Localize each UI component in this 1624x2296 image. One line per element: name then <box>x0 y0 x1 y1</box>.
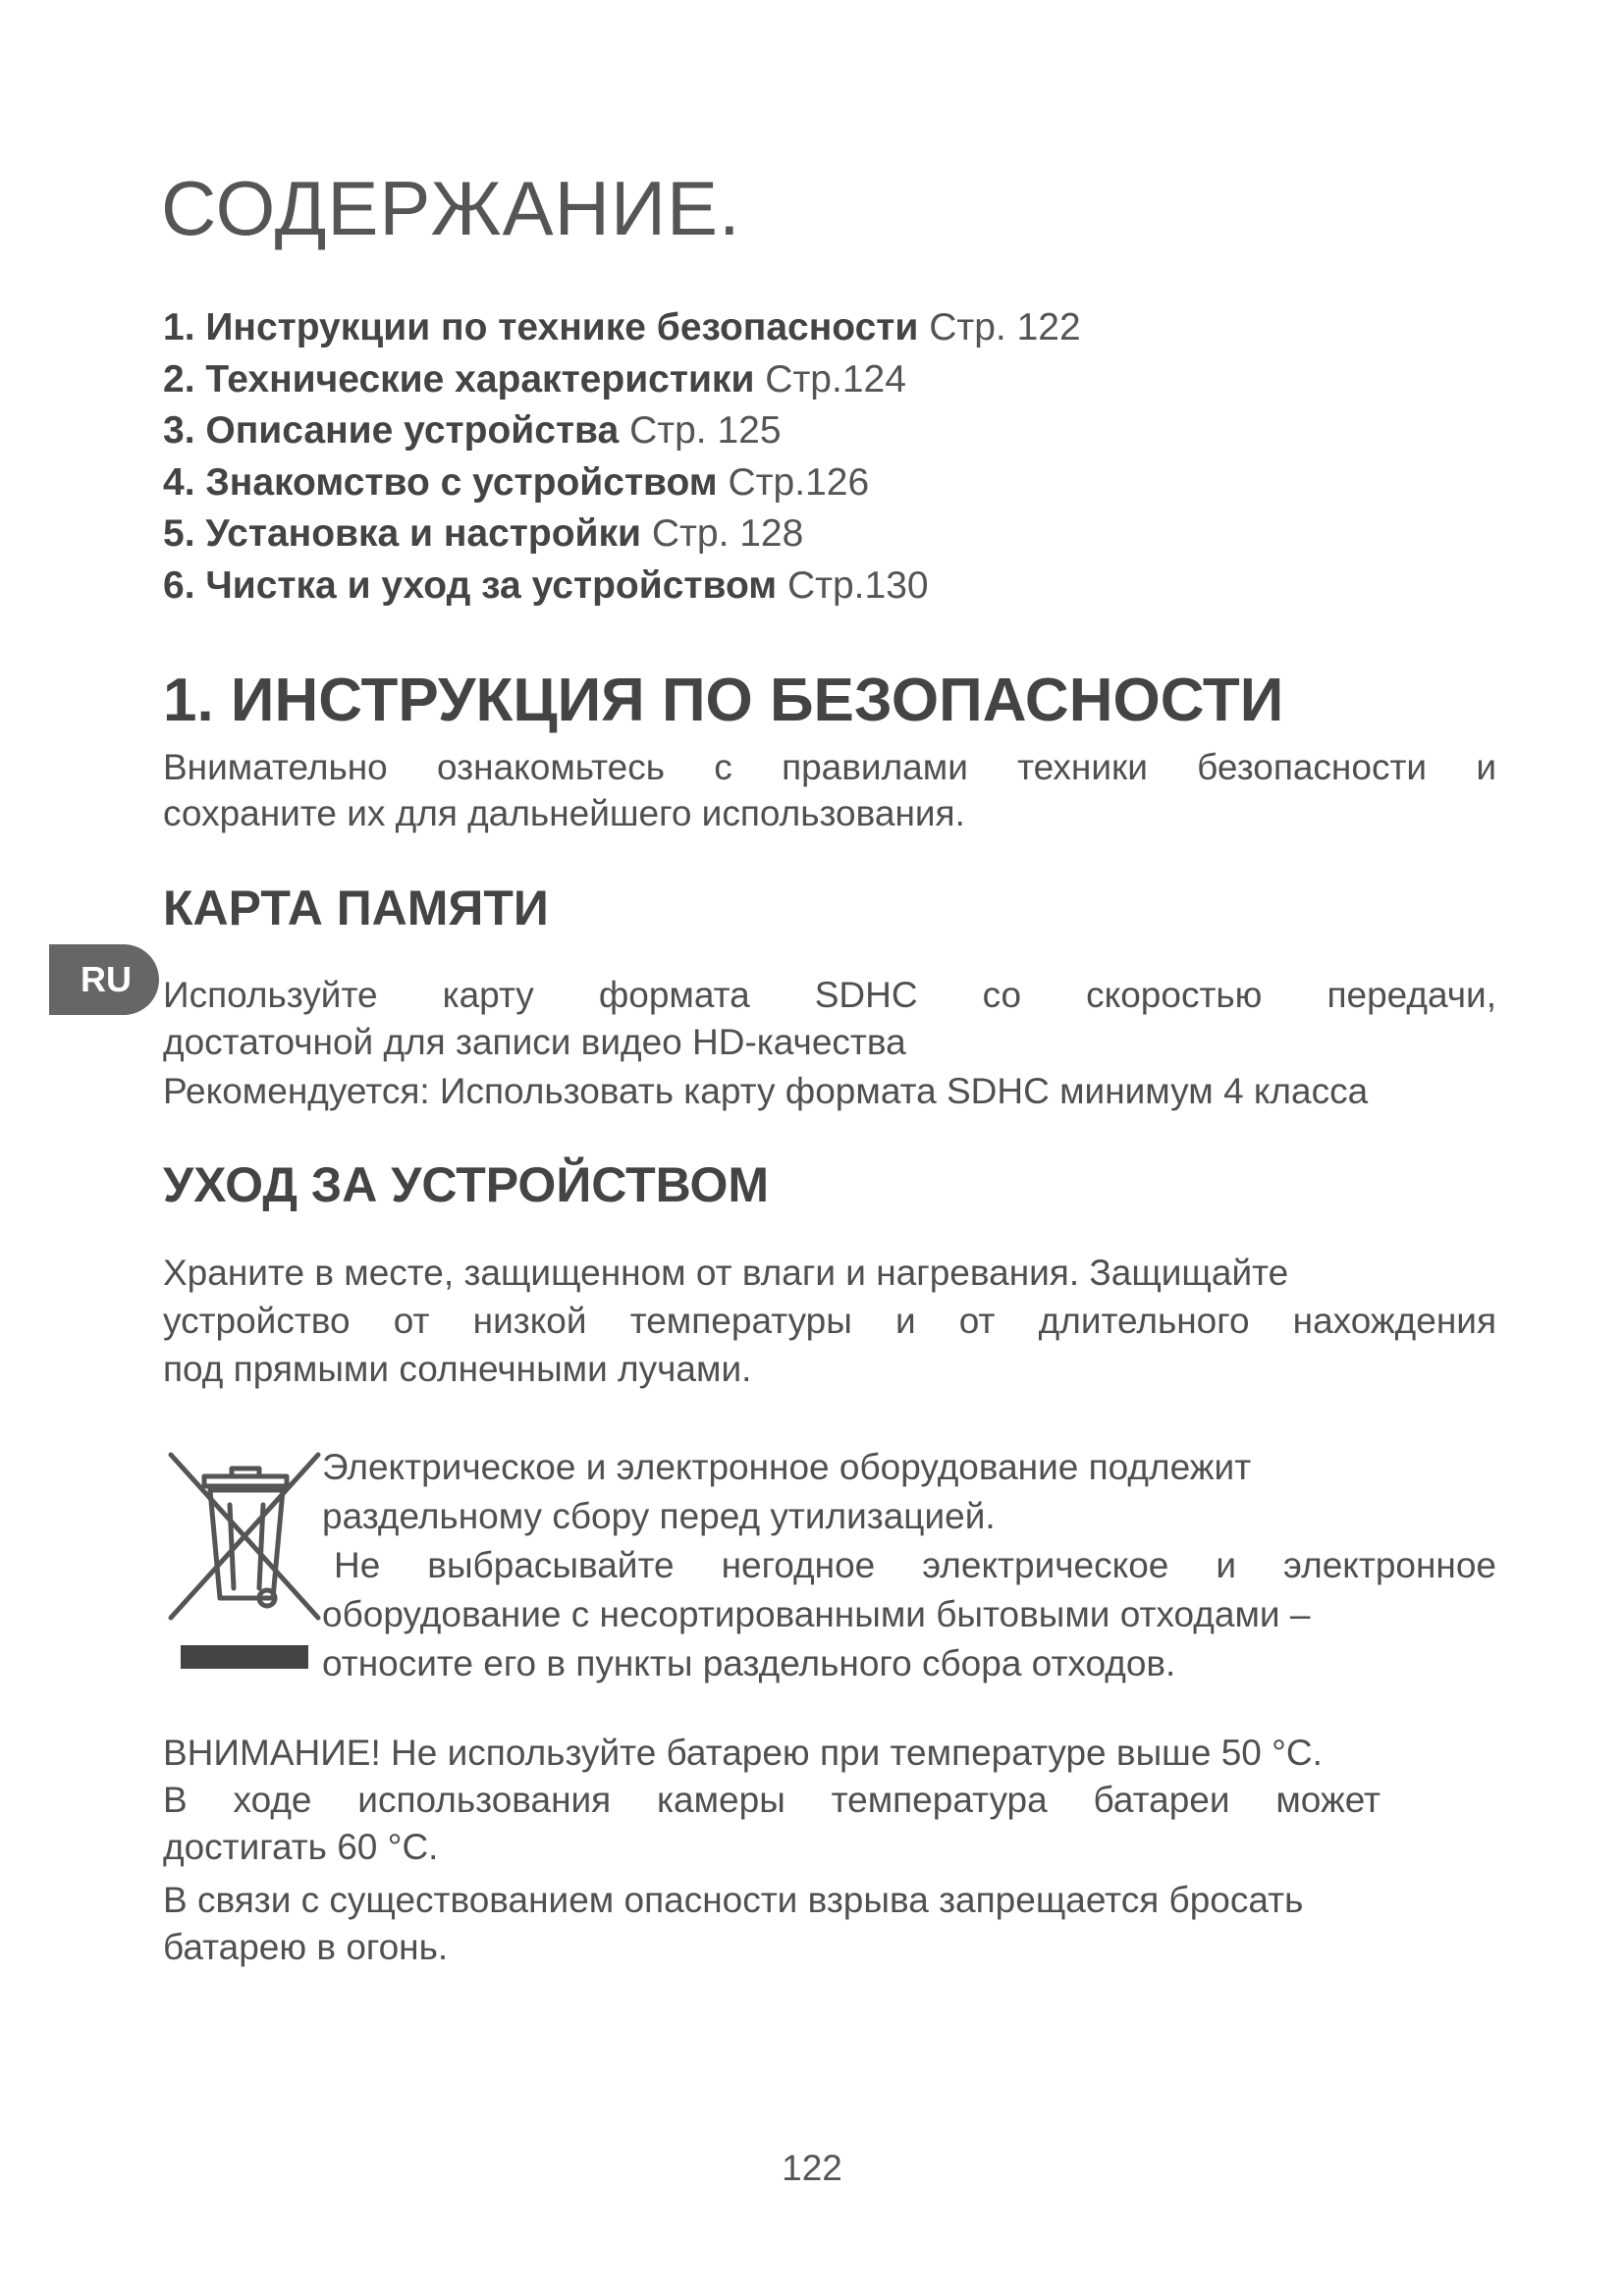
toc-item-label: 4. Знакомство с устройством <box>163 460 718 504</box>
disposal-line: Электрическое и электронное оборудование подлежит <box>322 1447 1252 1487</box>
care-line: устройство от низкой температуры и от длительного нахождения <box>163 1301 1496 1341</box>
memory-card-heading: КАРТА ПАМЯТИ <box>163 881 549 935</box>
safety-intro <box>163 744 1496 836</box>
weee-crossed-bin-icon <box>161 1451 328 1677</box>
toc-list <box>163 302 1081 612</box>
warning-line: В ходе использования камеры температура батареи может <box>163 1780 1380 1820</box>
toc-item <box>163 508 1081 561</box>
care-text <box>163 1249 1496 1393</box>
disposal-text <box>322 1443 1496 1688</box>
toc-item <box>163 354 1081 406</box>
toc-item-label: 3. Описание устройства <box>163 409 620 452</box>
disposal-line: оборудование с несортированными бытовыми отходами – <box>322 1594 1311 1634</box>
toc-item-label: 1. Инструкции по технике безопасности <box>163 306 919 348</box>
disposal-line: относите его в пункты раздельного сбора отходов. <box>322 1643 1176 1683</box>
toc-item-page: Стр. 128 <box>651 512 804 555</box>
toc-item <box>163 561 1081 613</box>
memory-card-line: Используйте карту формата SDHC со скоростью передачи, <box>163 975 1496 1015</box>
care-line: под прямыми солнечными лучами. <box>163 1349 752 1389</box>
toc-item <box>163 405 1081 457</box>
toc-item-page: Стр. 125 <box>629 409 782 452</box>
toc-item <box>163 302 1081 354</box>
memory-card-text <box>163 972 1496 1115</box>
toc-item-page: Стр.124 <box>765 357 906 400</box>
toc-item-label: 6. Чистка и уход за устройством <box>163 563 778 607</box>
disposal-line: Не выбрасывайте негодное электрическое и электронное <box>334 1545 1496 1585</box>
safety-intro-line: сохраните их для дальнейшего использования. <box>163 793 965 833</box>
toc-item-label: 2. Технические характеристики <box>163 357 755 400</box>
toc-item <box>163 457 1081 509</box>
care-line: Храните в месте, защищенном от влаги и нагревания. Защищайте <box>163 1253 1289 1293</box>
warning-line: батарею в огонь. <box>163 1927 449 1967</box>
page-number: 122 <box>782 2148 842 2188</box>
toc-title: СОДЕРЖАНИЕ. <box>161 165 741 251</box>
battery-warning <box>163 1730 1496 1971</box>
safety-heading: 1. ИНСТРУКЦИЯ ПО БЕЗОПАСНОСТИ <box>163 667 1284 734</box>
memory-card-line: Рекомендуется: Использовать карту формата SDHC минимум 4 класса <box>163 1071 1369 1111</box>
toc-item-page: Стр.126 <box>728 460 870 504</box>
disposal-line: раздельному сбору перед утилизацией. <box>322 1496 996 1536</box>
warning-line: В связи с существованием опасности взрыва запрещается бросать <box>163 1880 1304 1920</box>
warning-line: ВНИМАНИЕ! Не используйте батарею при температуре выше 50 °С. <box>163 1733 1323 1773</box>
toc-item-page: Стр.130 <box>786 563 929 607</box>
toc-item-label: 5. Установка и настройки <box>163 512 642 555</box>
language-tab: RU <box>49 944 159 1015</box>
care-heading: УХОД ЗА УСТРОЙСТВОМ <box>163 1157 770 1212</box>
warning-line: достигать 60 °С. <box>163 1827 439 1867</box>
toc-item-page: Стр. 122 <box>929 306 1081 348</box>
safety-intro-line: Внимательно ознакомьтесь с правилами техники безопасности и <box>163 747 1496 787</box>
memory-card-line: достаточной для записи видео HD-качества <box>163 1022 906 1062</box>
